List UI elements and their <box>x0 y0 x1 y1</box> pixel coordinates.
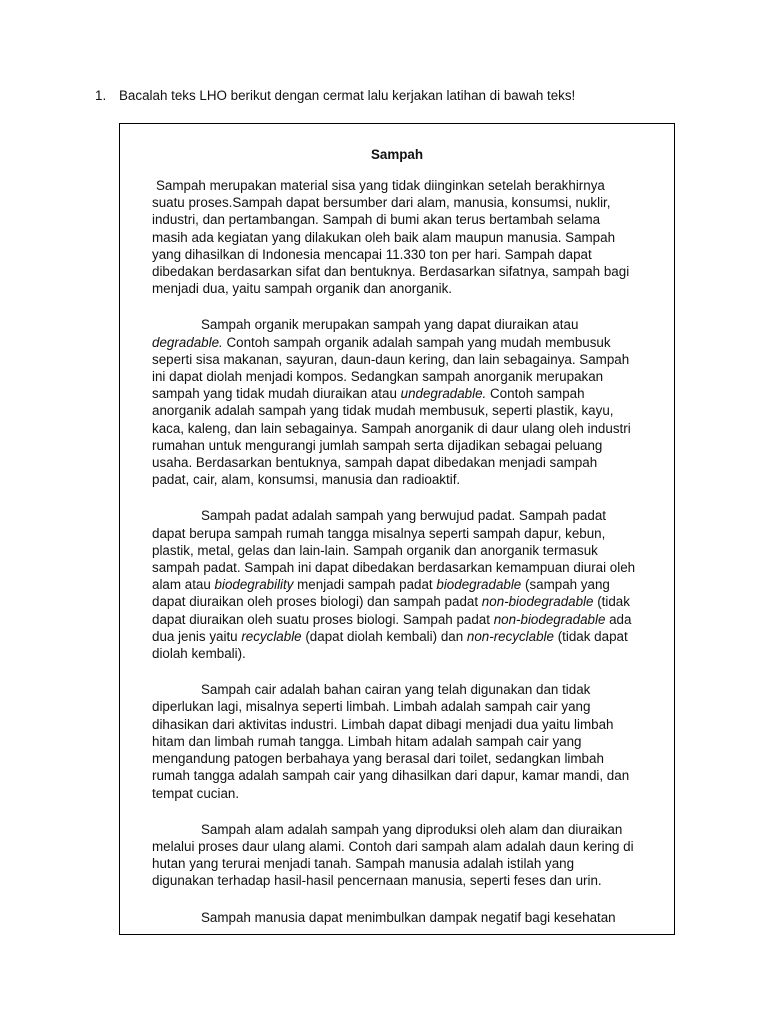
text-segment: sampah padat. Sampah ini dapat dibedakan berdasarkan kemampuan diurai oleh <box>152 560 636 576</box>
text-segment: yang dihasilkan di Indonesia mencapai 11.330 ton per hari. Sampah dapat <box>152 246 592 262</box>
instruction-text: Bacalah teks LHO berikut dengan cermat lalu kerjakan latihan di bawah teks! <box>119 88 576 103</box>
text-segment: hutan yang terurai menjadi tanah. Sampah manusia adalah istilah yang <box>152 856 575 872</box>
text-segment: tempat cucian. <box>152 785 240 801</box>
text-segment: digunakan terhadap hasil-hasil pencernaan manusia, seperti feses dan urin. <box>152 873 602 889</box>
text-line <box>152 525 670 542</box>
text-segment: anorganik adalah sampah yang tidak mudah membusuk, seperti plastik, kayu, <box>152 403 614 419</box>
text-segment: hitam dan limbah rumah tangga. Limbah hitam adalah sampah cair yang <box>152 733 582 749</box>
text-segment: Sampah cair adalah bahan cairan yang telah digunakan dan tidak <box>201 682 591 698</box>
instruction <box>95 87 715 105</box>
text-segment: menjadi sampah padat <box>293 577 437 593</box>
italic-term: non-biodegradable <box>493 611 606 627</box>
text-line <box>152 263 670 280</box>
text-line <box>152 698 670 715</box>
text-line <box>152 351 670 368</box>
text-line <box>152 872 670 889</box>
text-segment: diperlukan lagi, misalnya seperti limbah. Limbah adalah sampah cair yang <box>152 699 591 715</box>
article-title: Sampah <box>370 147 424 162</box>
article-paragraph <box>152 316 670 488</box>
article-paragraph <box>152 177 670 297</box>
text-line <box>152 611 670 628</box>
text-line <box>152 733 670 750</box>
text-line <box>152 576 670 593</box>
text-line <box>152 681 670 698</box>
text-segment: dibedakan berdasarkan sifat dan bentuknya. Berdasarkan sifatnya, sampah bagi <box>152 264 630 280</box>
text-segment: plastik, metal, gelas dan lain-lain. Sampah organik dan anorganik termasuk <box>152 542 598 558</box>
text-line <box>152 559 670 576</box>
text-segment: dapat diuraikan oleh suatu proses biologi. Sampah padat <box>152 611 494 627</box>
italic-term: non-recyclable <box>466 628 554 644</box>
text-segment: suatu proses.Sampah dapat bersumber dari alam, manusia, konsumsi, nuklir, <box>152 195 611 211</box>
text-line <box>152 316 670 333</box>
text-segment: melalui proses daur ulang alami. Contoh dari sampah alam adalah daun kering di <box>152 838 634 854</box>
text-segment: dua jenis yaitu <box>152 628 242 644</box>
text-segment: dapat berupa sampah rumah tangga misalnya seperti sampah dapur, kebun, <box>152 525 606 541</box>
text-segment: (tidak <box>593 594 630 610</box>
text-segment: masih ada kegiatan yang dilakukan oleh baik alam maupun manusia. Sampah <box>152 229 616 245</box>
text-line <box>152 750 670 767</box>
text-segment: Sampah padat adalah sampah yang berwujud padat. Sampah padat <box>201 508 606 524</box>
text-line <box>152 246 670 263</box>
text-segment: rumahan untuk mengurangi jumlah sampah serta dijadikan sebagai peluang <box>152 437 603 453</box>
text-line <box>152 821 670 838</box>
text-line <box>152 507 670 524</box>
text-line <box>152 838 670 855</box>
text-segment: ini dapat diolah menjadi kompos. Sedangkan sampah anorganik merupakan <box>152 369 604 385</box>
text-segment: sampah yang tidak mudah diuraikan atau <box>152 386 401 402</box>
italic-term: recyclable <box>241 628 302 644</box>
text-segment: ada <box>605 611 632 627</box>
text-line <box>152 855 670 872</box>
text-segment: padat, cair, alam, konsumsi, manusia dan radioaktif. <box>152 472 461 488</box>
text-segment: Sampah manusia dapat menimbulkan dampak negatif bagi kesehatan <box>201 909 616 925</box>
text-line <box>152 785 670 802</box>
article-body <box>152 177 670 935</box>
text-segment: dihasikan dari aktivitas industri. Limbah dapat dibagi menjadi dua yaitu limbah <box>152 716 614 732</box>
text-line <box>152 368 670 385</box>
text-segment: (tidak dapat <box>553 628 628 644</box>
italic-term: undegradable. <box>400 386 487 402</box>
text-segment: alam atau <box>152 577 215 593</box>
article-paragraph <box>152 681 670 801</box>
text-segment: rumah tangga adalah sampah cair yang dihasilkan dari dapur, kamar mandi, dan <box>152 768 630 784</box>
text-segment: industri, dan pertambangan. Sampah di bumi akan terus bertambah selama <box>152 212 601 228</box>
italic-term: biodegradable <box>436 577 522 593</box>
instruction-number: 1. <box>95 88 107 103</box>
article-box <box>119 123 675 935</box>
italic-term: non-biodegradable <box>481 594 594 610</box>
text-line <box>152 471 670 488</box>
text-line <box>152 767 670 784</box>
text-segment: kaca, kaleng, dan lain sebagainya. Sampah anorganik di daur ulang oleh industri <box>152 420 631 436</box>
text-line <box>152 454 670 471</box>
text-line <box>152 437 670 454</box>
text-line <box>152 229 670 246</box>
text-segment: dapat diuraikan oleh proses biologi) dan sampah padat <box>152 594 482 610</box>
text-segment: Sampah organik merupakan sampah yang dapat diuraikan atau <box>201 317 579 333</box>
text-line <box>152 334 670 351</box>
article-paragraph <box>152 909 670 926</box>
text-segment: diolah kembali). <box>152 646 246 662</box>
text-segment: usaha. Berdasarkan bentuknya, sampah dapat dibedakan menjadi sampah <box>152 455 598 471</box>
italic-term: biodegrability <box>214 577 294 593</box>
text-line <box>152 628 670 645</box>
text-line <box>152 542 670 559</box>
text-line <box>152 177 670 194</box>
text-segment: (sampah yang <box>521 577 610 593</box>
text-line <box>152 716 670 733</box>
text-line <box>152 194 670 211</box>
text-line <box>152 593 670 610</box>
text-line <box>152 645 670 662</box>
text-line <box>152 402 670 419</box>
italic-term: degradable. <box>152 334 223 350</box>
text-line <box>152 385 670 402</box>
text-line <box>152 280 670 297</box>
text-line <box>152 909 670 926</box>
text-segment: (dapat diolah kembali) dan <box>301 628 467 644</box>
text-segment: Contoh sampah <box>486 386 585 402</box>
text-segment: menjadi dua, yaitu sampah organik dan anorganik. <box>152 281 452 297</box>
text-segment: Contoh sampah organik adalah sampah yang mudah membusuk <box>222 334 611 350</box>
text-line <box>152 420 670 437</box>
text-segment: Sampah alam adalah sampah yang diproduksi oleh alam dan diuraikan <box>201 821 623 837</box>
text-line <box>152 211 670 228</box>
text-segment: seperti sisa makanan, sayuran, daun-daun kering, dan lain sebagainya. Sampah <box>152 351 630 367</box>
text-segment: Sampah merupakan material sisa yang tidak diinginkan setelah berakhirnya <box>156 178 605 193</box>
text-segment: mengandung patogen berbahaya yang berasal dari toilet, sedangkan limbah <box>152 751 604 767</box>
article-paragraph <box>152 821 670 890</box>
article-paragraph <box>152 507 670 662</box>
